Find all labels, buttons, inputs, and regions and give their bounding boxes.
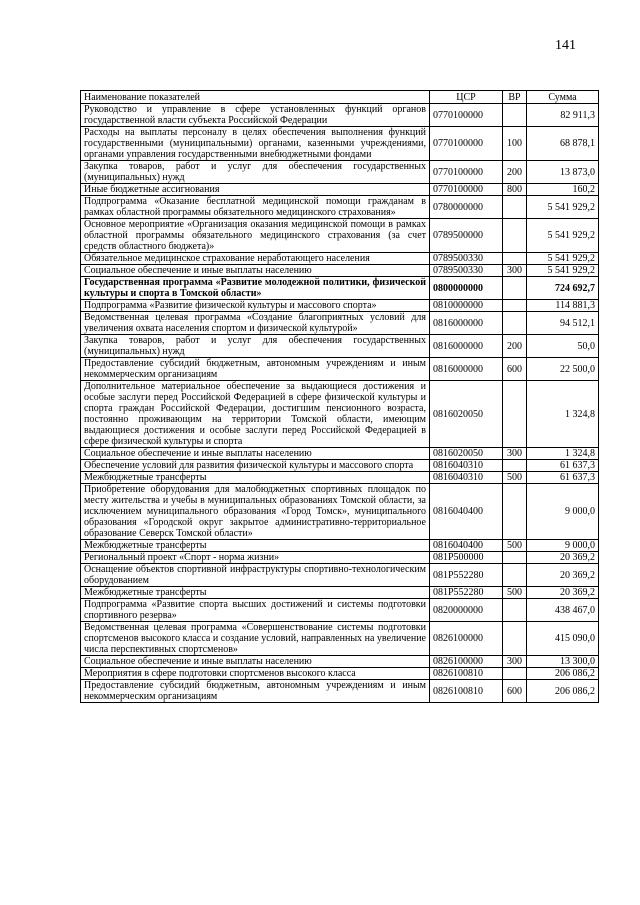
table-row: [81, 552, 599, 564]
row-csr: 0816040400: [430, 484, 503, 540]
row-sum: 9 000,0: [527, 484, 599, 540]
table-row: [81, 335, 599, 358]
row-vr: [503, 622, 527, 656]
table-row: [81, 381, 599, 448]
row-vr: [503, 312, 527, 335]
row-vr: 500: [503, 540, 527, 552]
row-sum: 20 369,2: [527, 552, 599, 564]
table-row: [81, 656, 599, 668]
header-vr: ВР: [503, 91, 527, 104]
header-sum: Сумма: [527, 91, 599, 104]
row-name: Подпрограмма «Развитие спорта высших достижений и системы подготовки спортивного резерва»: [81, 599, 430, 622]
table-row: [81, 127, 599, 161]
row-sum: 5 541 929,2: [527, 265, 599, 277]
table-row: [81, 277, 599, 300]
row-vr: [503, 564, 527, 587]
row-csr: 081P500000: [430, 552, 503, 564]
row-vr: [503, 104, 527, 127]
table-row: [81, 358, 599, 381]
row-name: Социальное обеспечение и иные выплаты населению: [81, 656, 430, 668]
budget-table: [80, 90, 599, 703]
row-name: Закупка товаров, работ и услуг для обеспечения государственных (муниципальных) нужд: [81, 161, 430, 184]
row-vr: 800: [503, 184, 527, 196]
row-name: Социальное обеспечение и иные выплаты населению: [81, 265, 430, 277]
row-sum: 20 369,2: [527, 587, 599, 599]
table-row: [81, 599, 599, 622]
table-row: [81, 196, 599, 219]
row-csr: 0816020050: [430, 448, 503, 460]
row-vr: 600: [503, 358, 527, 381]
row-vr: 500: [503, 587, 527, 599]
row-vr: 100: [503, 127, 527, 161]
table-row: [81, 460, 599, 472]
row-vr: [503, 668, 527, 680]
table-row: [81, 680, 599, 703]
row-sum: 5 541 929,2: [527, 219, 599, 253]
row-name: Закупка товаров, работ и услуг для обеспечения государственных (муниципальных) нужд: [81, 335, 430, 358]
row-name: Социальное обеспечение и иные выплаты населению: [81, 448, 430, 460]
row-name: Предоставление субсидий бюджетным, автономным учреждениям и иным некоммерческим организациям: [81, 680, 430, 703]
row-csr: 0820000000: [430, 599, 503, 622]
row-vr: 200: [503, 161, 527, 184]
row-name: Руководство и управление в сфере установленных функций органов государственной власти субъекта Российской Федерации: [81, 104, 430, 127]
row-vr: [503, 484, 527, 540]
row-vr: 500: [503, 472, 527, 484]
row-vr: 200: [503, 335, 527, 358]
row-vr: 300: [503, 448, 527, 460]
table-row: [81, 472, 599, 484]
row-csr: 0770100000: [430, 184, 503, 196]
table-row: [81, 622, 599, 656]
row-vr: [503, 460, 527, 472]
row-sum: 61 637,3: [527, 460, 599, 472]
table-row: [81, 161, 599, 184]
row-name: Мероприятия в сфере подготовки спортсменов высокого класса: [81, 668, 430, 680]
row-name: Дополнительное материальное обеспечение за выдающиеся достижения и особые заслуги перед Российской Федерацией в сфере физической культуры и спорта граждан Российской Федерации, достигшим пенсионного возраста, постоянно проживающим на территории Томской области, имеющим выдающиеся достижения и особые заслуги перед Российской Федерацией в сфере физической культуры и спорта: [81, 381, 430, 448]
row-sum: 114 881,3: [527, 300, 599, 312]
row-sum: 1 324,8: [527, 448, 599, 460]
header-name: Наименование показателей: [81, 91, 430, 104]
table-row: [81, 668, 599, 680]
row-name: Оснащение объектов спортивной инфраструктуры спортивно-технологическим оборудованием: [81, 564, 430, 587]
table-body: [81, 104, 599, 703]
row-name: Межбюджетные трансферты: [81, 472, 430, 484]
row-name: Приобретение оборудования для малобюджетных спортивных площадок по месту жительства и учебы в муниципальных образованиях Томской области, за исключением муниципального образования «Город Томск», муниципального образования «Городской округ закрытое административно-территориальное образование Северск Томской области»: [81, 484, 430, 540]
row-name: Межбюджетные трансферты: [81, 587, 430, 599]
row-sum: 9 000,0: [527, 540, 599, 552]
row-vr: [503, 552, 527, 564]
row-name: Межбюджетные трансферты: [81, 540, 430, 552]
row-csr: 0770100000: [430, 127, 503, 161]
row-name: Иные бюджетные ассигнования: [81, 184, 430, 196]
table-row: [81, 484, 599, 540]
row-name: Подпрограмма «Оказание бесплатной медицинской помощи гражданам в рамках областной программы обязательного медицинского страхования»: [81, 196, 430, 219]
row-csr: 0770100000: [430, 104, 503, 127]
table-row: [81, 564, 599, 587]
row-vr: 300: [503, 265, 527, 277]
table-row: [81, 448, 599, 460]
row-sum: 82 911,3: [527, 104, 599, 127]
row-sum: 13 873,0: [527, 161, 599, 184]
row-name: Расходы на выплаты персоналу в целях обеспечения выполнения функций государственными (муниципальными) органами, казенными учреждениями, органами управления государственными внебюджетными фондами: [81, 127, 430, 161]
row-vr: [503, 219, 527, 253]
row-sum: 160,2: [527, 184, 599, 196]
row-csr: 0826100810: [430, 668, 503, 680]
row-csr: 0816040310: [430, 460, 503, 472]
row-name: Региональный проект «Спорт - норма жизни»: [81, 552, 430, 564]
row-csr: 0810000000: [430, 300, 503, 312]
row-csr: 0780000000: [430, 196, 503, 219]
row-vr: 600: [503, 680, 527, 703]
header-csr: ЦСР: [430, 91, 503, 104]
row-csr: 0800000000: [430, 277, 503, 300]
row-sum: 68 878,1: [527, 127, 599, 161]
row-sum: 50,0: [527, 335, 599, 358]
row-sum: 22 500,0: [527, 358, 599, 381]
row-vr: [503, 196, 527, 219]
row-csr: 0816000000: [430, 358, 503, 381]
row-sum: 206 086,2: [527, 668, 599, 680]
row-csr: 0789500330: [430, 265, 503, 277]
row-vr: [503, 599, 527, 622]
row-sum: 724 692,7: [527, 277, 599, 300]
row-sum: 61 637,3: [527, 472, 599, 484]
table-row: [81, 184, 599, 196]
row-sum: 5 541 929,2: [527, 253, 599, 265]
table-row: [81, 312, 599, 335]
row-vr: [503, 277, 527, 300]
row-vr: [503, 253, 527, 265]
table-header-row: [81, 91, 599, 104]
row-csr: 0789500330: [430, 253, 503, 265]
table-row: [81, 300, 599, 312]
row-sum: 415 090,0: [527, 622, 599, 656]
row-name: Ведомственная целевая программа «Создание благоприятных условий для увеличения охвата населения спортом и физической культурой»: [81, 312, 430, 335]
row-sum: 1 324,8: [527, 381, 599, 448]
row-vr: 300: [503, 656, 527, 668]
row-sum: 94 512,1: [527, 312, 599, 335]
row-name: Ведомственная целевая программа «Совершенствование системы подготовки спортсменов высокого класса и создание условий, направленных на увеличение числа перспективных спортсменов»: [81, 622, 430, 656]
row-csr: 0826100810: [430, 680, 503, 703]
row-name: Государственная программа «Развитие молодежной политики, физической культуры и спорта в Томской области»: [81, 277, 430, 300]
row-csr: 0816000000: [430, 312, 503, 335]
row-sum: 5 541 929,2: [527, 196, 599, 219]
table-row: [81, 219, 599, 253]
row-sum: 13 300,0: [527, 656, 599, 668]
row-csr: 0816040400: [430, 540, 503, 552]
row-csr: 0770100000: [430, 161, 503, 184]
table-row: [81, 540, 599, 552]
row-csr: 081P552280: [430, 564, 503, 587]
table-row: [81, 265, 599, 277]
table-row: [81, 587, 599, 599]
row-vr: [503, 381, 527, 448]
table-row: [81, 104, 599, 127]
row-name: Обязательное медицинское страхование неработающего населения: [81, 253, 430, 265]
row-csr: 0816000000: [430, 335, 503, 358]
row-csr: 0816020050: [430, 381, 503, 448]
row-name: Обеспечение условий для развития физической культуры и массового спорта: [81, 460, 430, 472]
row-name: Предоставление субсидий бюджетным, автономным учреждениям и иным некоммерческим организациям: [81, 358, 430, 381]
row-sum: 20 369,2: [527, 564, 599, 587]
page-number: 141: [555, 38, 576, 53]
row-csr: 0826100000: [430, 656, 503, 668]
row-csr: 0789500000: [430, 219, 503, 253]
table-row: [81, 253, 599, 265]
row-name: Основное мероприятие «Организация оказания медицинской помощи в рамках областной программы обязательного медицинского страхования (за счет средств областного бюджета)»: [81, 219, 430, 253]
row-csr: 0816040310: [430, 472, 503, 484]
row-vr: [503, 300, 527, 312]
row-sum: 438 467,0: [527, 599, 599, 622]
row-name: Подпрограмма «Развитие физической культуры и массового спорта»: [81, 300, 430, 312]
row-sum: 206 086,2: [527, 680, 599, 703]
row-csr: 0826100000: [430, 622, 503, 656]
row-csr: 081P552280: [430, 587, 503, 599]
